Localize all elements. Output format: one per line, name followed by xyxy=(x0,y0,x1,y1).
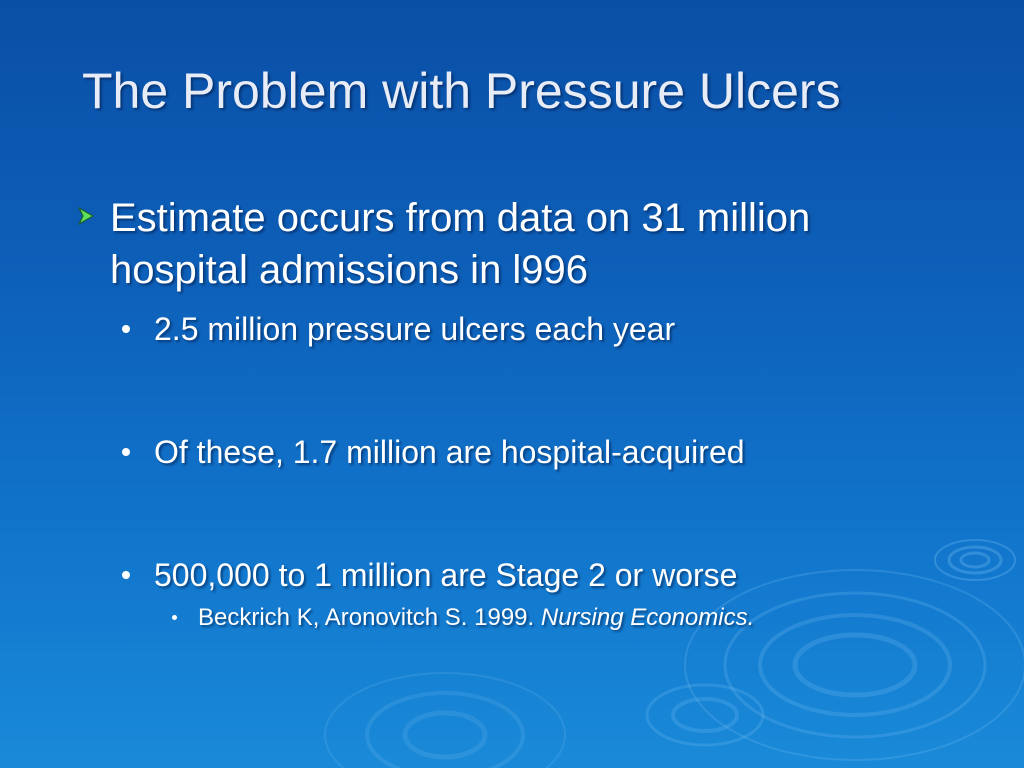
citation-text xyxy=(198,604,754,632)
ripple-bottom-left xyxy=(325,673,565,768)
sub-bullet-text: Of these, 1.7 million are hospital-acquired xyxy=(154,434,745,470)
small-bullet-icon xyxy=(172,615,177,620)
ripple-small-right xyxy=(935,540,1015,580)
round-bullet-icon xyxy=(122,448,130,456)
citation-journal: Nursing Economics. xyxy=(540,604,755,631)
round-bullet-icon xyxy=(122,571,130,579)
main-bullet-text: Estimate occurs from data on 31 million hospital admissions in l996 xyxy=(110,196,811,292)
sub-bullet-text: 2.5 million pressure ulcers each year xyxy=(154,311,676,347)
ripple-large-right xyxy=(685,570,1024,760)
round-bullet-icon xyxy=(122,325,130,333)
citation-authors: Beckrich K, Aronovitch S. 1999. xyxy=(198,604,535,631)
slide-title: The Problem with Pressure Ulcers xyxy=(82,63,841,119)
sub-bullet-text: 500,000 to 1 million are Stage 2 or worse xyxy=(154,557,738,593)
ripple-bottom-center xyxy=(647,685,763,745)
arrow-bullet-icon xyxy=(76,206,96,226)
